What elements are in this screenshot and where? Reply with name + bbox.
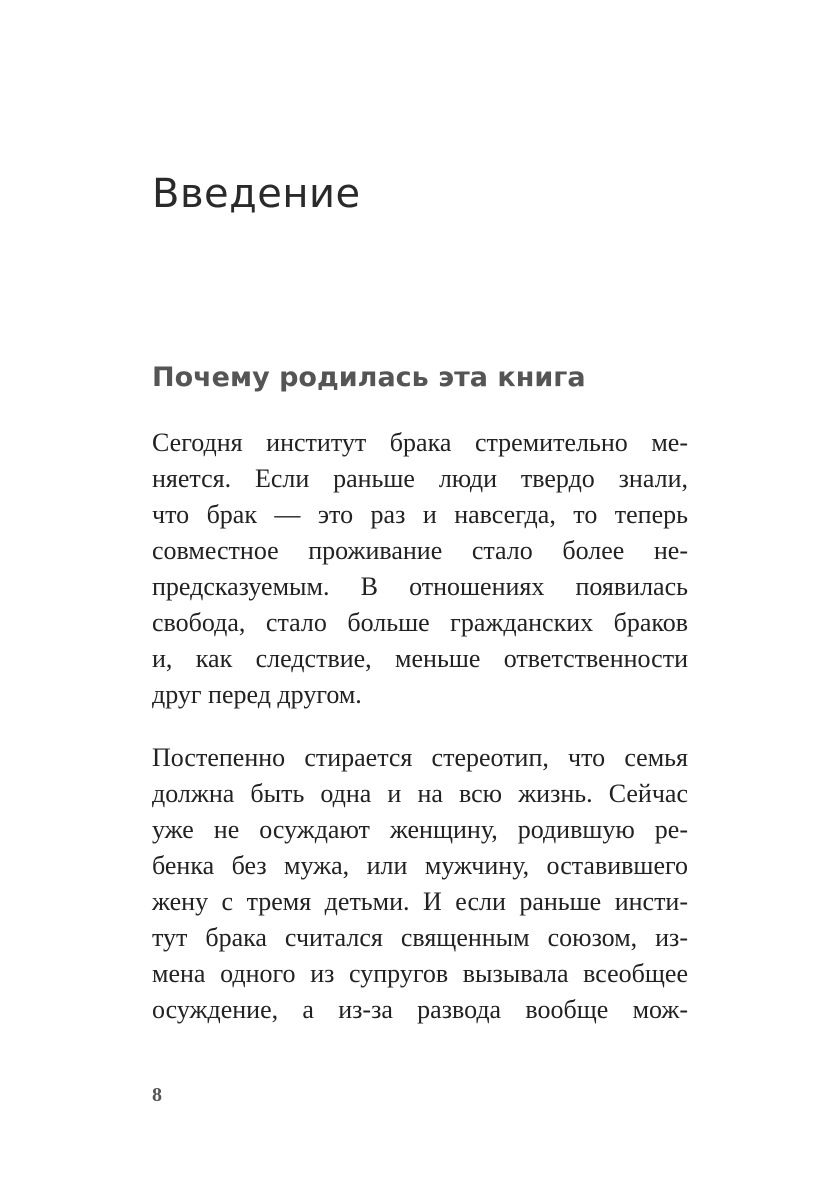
text-line: Сегодня институт брака стремительно ме- xyxy=(152,428,688,457)
text-line: должна быть одна и на всю жизнь. Сейчас xyxy=(152,779,688,808)
text-line: няется. Если раньше люди твердо знали, xyxy=(152,464,688,493)
text-line: совместное проживание стало более не- xyxy=(152,536,688,565)
text-line: и, как следствие, меньше ответственности xyxy=(152,644,688,673)
text-line: предсказуемым. В отношениях появилась xyxy=(152,572,688,601)
text-line: друг перед другом. xyxy=(152,680,362,709)
paragraph-1 xyxy=(152,425,688,713)
page-number: 8 xyxy=(152,1084,162,1106)
text-line: жену с тремя детьми. И если раньше инсти- xyxy=(152,887,688,916)
text-line: осуждение, а из-за развода вообще мож- xyxy=(152,995,688,1024)
paragraph-2 xyxy=(152,740,688,1028)
text-line: свобода, стало больше гражданских браков xyxy=(152,608,688,637)
text-line: бенка без мужа, или мужчину, оставившего xyxy=(152,851,688,880)
chapter-title: Введение xyxy=(152,171,361,217)
section-title: Почему родилась эта книга xyxy=(152,362,586,393)
text-line: мена одного из супругов вызывала всеобщее xyxy=(152,959,688,988)
text-line: уже не осуждают женщину, родившую ре- xyxy=(152,815,688,844)
text-line: тут брака считался священным союзом, из- xyxy=(152,923,688,952)
text-line: Постепенно стирается стереотип, что семья xyxy=(152,743,688,772)
text-line: что брак — это раз и навсегда, то теперь xyxy=(152,500,688,529)
